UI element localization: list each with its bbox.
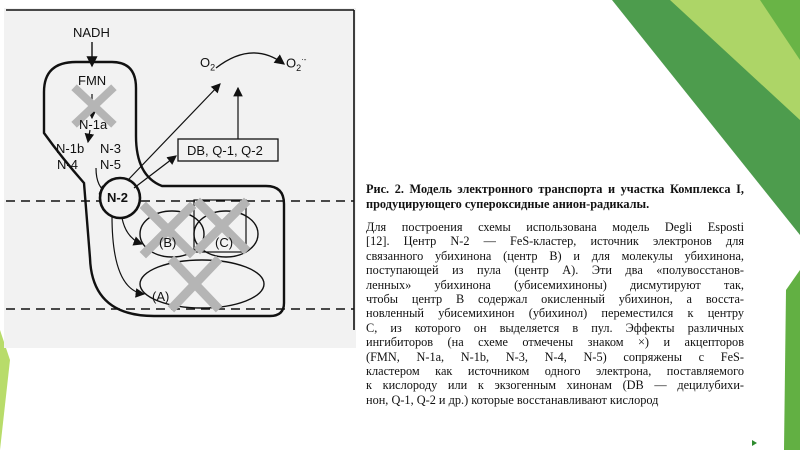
caption-line: к кислороду или к экзогенным хинонам (DB — децилубихи-: [366, 378, 744, 393]
caption-title: Рис. 2. Модель электронного транспорта и участка Комплекса I, продуцирующего супероксидные анион-радикалы.: [366, 182, 744, 211]
n2-to-b-arrow: [122, 218, 142, 244]
caption-line: [12]. Центр N-2 — FeS-кластер, источник электронов для: [366, 234, 744, 249]
figure-caption: [366, 182, 744, 407]
center-a-label: (A): [152, 289, 170, 304]
acceptors-label: DB, Q-1, Q-2: [187, 143, 263, 158]
nadh-label: NADH: [73, 25, 110, 40]
caption-line: Для построения схемы использована модель Degli Esposti: [366, 220, 744, 234]
superoxide-label: $O_2^{\cdot-}$: [286, 55, 307, 73]
caption-line: поступающей из пула (центр A). Эти два «полувосстанов-: [366, 263, 744, 278]
caption-line: C, из которого он выделяется в пул. Эффекты различных: [366, 320, 744, 335]
n1a-label: N-1a: [79, 117, 108, 132]
n3-label: N-3: [100, 141, 121, 156]
n4-label: N-4: [57, 157, 78, 172]
caption-line: нон, Q-1, Q-2 и др.) которые восстанавливают кислород: [366, 392, 659, 407]
caption-line: ингибиторов (на схеме отмечены знаком ×) и акцепторов: [366, 335, 744, 350]
center-b-label: (B): [159, 235, 177, 250]
n5-label: N-5: [100, 157, 121, 172]
deco-triangle-marker: [752, 440, 757, 446]
caption-line: кластером как источником одного электрона, поставляемого: [366, 364, 744, 379]
inhibitor-cross-a: [174, 262, 216, 306]
caption-line: ленных» убихинона (убисемихиноны) дисмутируют так,: [366, 277, 744, 292]
caption-line: чтобы центр B содержал окисленный убихинон, а восста-: [366, 292, 744, 307]
caption-line: (FMN, N-1a, N-1b, N-3, N-4, N-5) сопряжены с FeS-: [366, 349, 744, 364]
n2-label: N-2: [107, 190, 128, 205]
n1b-label: N-1b: [56, 141, 85, 156]
n2-to-a-arrow: [112, 216, 144, 294]
caption-body: [366, 220, 744, 407]
oxygen-label: $O_2$: [200, 55, 216, 73]
n2-to-o2-arrow: [128, 84, 220, 180]
complex-outline: [44, 62, 284, 316]
caption-line: связанного убихинона (центр B) и для молекулы убихинона,: [366, 248, 744, 263]
complex-i-diagram: [4, 8, 356, 348]
deco-green-corner-left: [0, 330, 10, 450]
caption-line: новленный убисемихинон (убихинол) переместился к центру: [366, 306, 744, 321]
fmn-label: FMN: [78, 73, 107, 88]
o2-to-superoxide-arrow: [216, 53, 284, 68]
deco-green-corner-bottom: [784, 270, 800, 450]
center-c-label: (C): [215, 235, 234, 250]
